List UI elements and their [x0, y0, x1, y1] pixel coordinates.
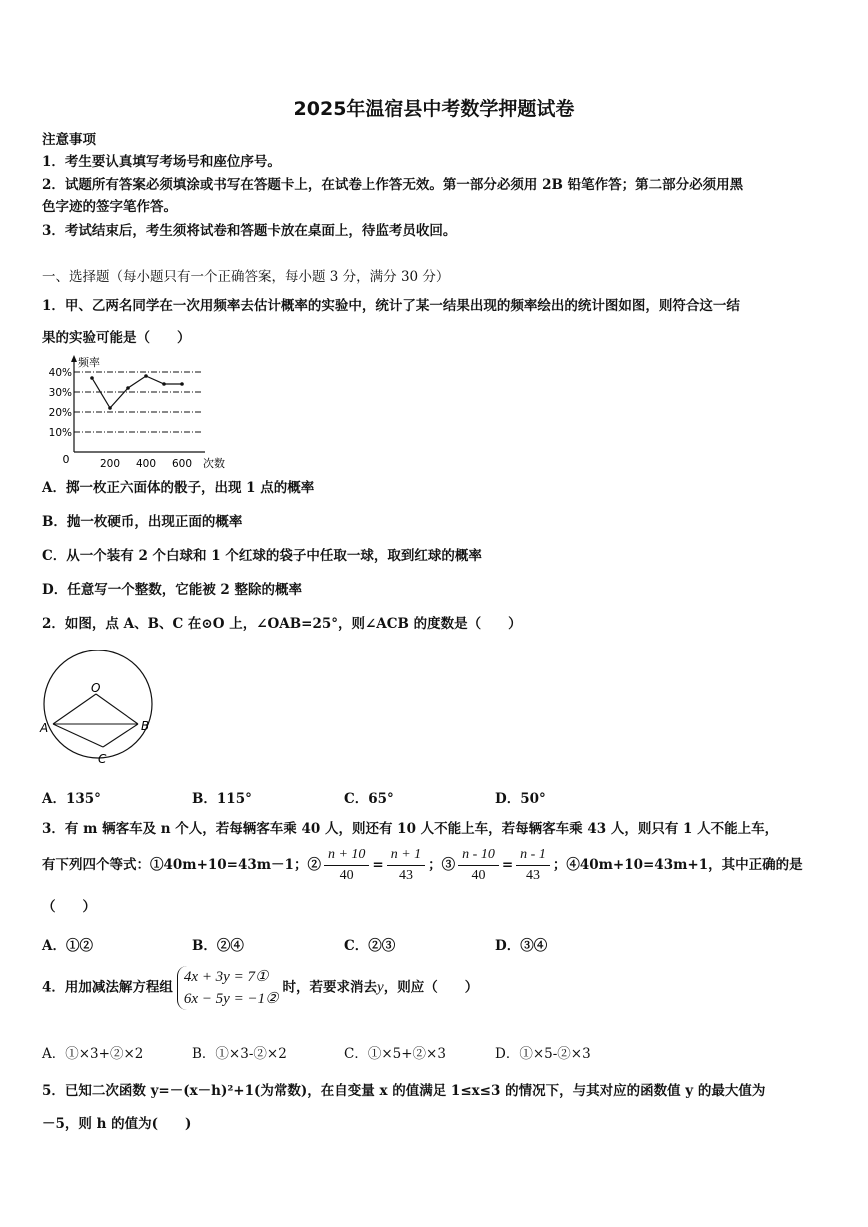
- q4-equation-system: 4x + 3y = 7① 6x − 5y = −1②: [177, 966, 279, 1010]
- notice-heading: 注意事项: [42, 132, 96, 148]
- q1-option-b: B．抛一枚硬币，出现正面的概率: [42, 514, 243, 530]
- notice-item-2: 2．试题所有答案必须填涂或书写在答题卡上，在试卷上作答无效。第一部分必须用 2B 铅笔作答；第二部分必须用黑: [42, 177, 744, 193]
- segment-ob: [96, 694, 138, 724]
- q1-stem-line2: 果的实验可能是（ ）: [42, 330, 191, 346]
- section-heading: 一、选择题（每小题只有一个正确答案，每小题 3 分，满分 30 分）: [42, 269, 450, 285]
- chart-xlabel: 次数: [203, 457, 225, 470]
- q3-option-d: D．③④: [495, 938, 548, 954]
- q3-option-a: A．①②: [42, 938, 93, 954]
- q1-stem-line1: 1．甲、乙两名同学在一次用频率去估计概率的实验中，统计了某一结果出现的频率绘出的统计图如图，则符合这一结: [42, 298, 740, 314]
- page-title: 2025年温宿县中考数学押题试卷: [293, 98, 575, 120]
- chart-point: [108, 406, 112, 410]
- chart-xtick-label: 400: [135, 458, 157, 470]
- notice-item-2-cont: 色字迹的签字笔作答。: [42, 199, 177, 215]
- chart-ytick-label: 40%: [48, 367, 72, 379]
- label-a: A: [40, 721, 49, 735]
- q4-stem: 4．用加减法解方程组 4x + 3y = 7① 6x − 5y = −1② 时，若要求消去y，则应（ ）: [42, 966, 478, 1010]
- q4-option-d: D．①×5-②×3: [495, 1046, 591, 1062]
- q3-option-b: B．②④: [192, 938, 244, 954]
- chart-ylabel: 频率: [78, 356, 100, 369]
- q5-stem-line1: 5．已知二次函数 y=－(x－h)²+1(为常数)，在自变量 x 的值满足 1≤x≤3 的情况下，与其对应的函数值 y 的最大值为: [42, 1083, 766, 1099]
- q4-prefix: 4．用加减法解方程组: [42, 979, 173, 996]
- q1-frequency-chart: [40, 352, 240, 474]
- chart-origin-label: 0: [62, 453, 70, 466]
- chart-x-ticks: [100, 458, 192, 470]
- chart-xtick-label: 200: [99, 458, 121, 470]
- chart-point: [144, 374, 148, 378]
- q2-option-c: C．65°: [344, 791, 394, 807]
- q1-option-c: C．从一个装有 2 个白球和 1 个红球的袋子中任取一球，取到红球的概率: [42, 548, 482, 564]
- q2-stem: 2．如图，点 A、B、C 在⊙O 上，∠OAB=25°，则∠ACB 的度数是（ ）: [42, 616, 522, 632]
- q4-option-c: C．①×5+②×3: [344, 1046, 446, 1062]
- chart-point: [162, 382, 166, 386]
- q3-stem-line1: 3．有 m 辆客车及 n 个人，若每辆客车乘 40 人，则还有 10 人不能上车，若每辆客车乘 43 人，则只有 1 人不能上车，: [42, 821, 779, 837]
- q4-option-b: B．①×3-②×2: [192, 1046, 287, 1062]
- chart-point: [90, 376, 94, 380]
- segment-bc: [103, 724, 138, 747]
- q4-suffix: 时，若要求消去: [282, 979, 378, 996]
- q1-option-a: A．掷一枚正六面体的骰子，出现 1 点的概率: [42, 480, 315, 496]
- q2-option-b: B．115°: [192, 791, 252, 807]
- q5-stem-line2: －5，则 h 的值为( ): [42, 1116, 192, 1132]
- chart-ytick-label: 20%: [48, 407, 72, 419]
- q2-circle-figure: [38, 650, 158, 768]
- label-b: B: [141, 719, 150, 733]
- q3-paren: （ ）: [42, 899, 96, 915]
- chart-xtick-label: 600: [171, 458, 193, 470]
- q3-fraction-3: $\frac{n - 10}{40}$: [458, 846, 499, 885]
- q3-equations: 有下列四个等式：①40m+10=43m－1；② $\frac{n + 10}{40}$ = $\frac{n + 1}{43}$ ；③ $\frac{n - 10}{40}$ = $\frac{n - 1}{43}$ ；④40m+10=43m+1，其中正确的是: [42, 847, 803, 883]
- q3-eq-prefix: 有下列四个等式：①40m+10=43m－1；②: [42, 857, 321, 873]
- q3-option-c: C．②③: [344, 938, 396, 954]
- segment-oa: [53, 694, 96, 724]
- q4-option-a: A．①×3+②×2: [42, 1046, 144, 1062]
- chart-point: [126, 386, 130, 390]
- q3-fraction-4: $\frac{n - 1}{43}$: [516, 846, 550, 885]
- chart-point: [180, 382, 184, 386]
- label-o: O: [91, 681, 101, 695]
- chart-y-arrow: [71, 355, 77, 362]
- circle-o: [44, 650, 152, 758]
- label-c: C: [98, 752, 107, 766]
- q3-eq-suffix: ；④40m+10=43m+1，其中正确的是: [552, 857, 803, 873]
- chart-ytick-label: 10%: [48, 427, 72, 439]
- notice-item-3: 3．考试结束后，考生须将试卷和答题卡放在桌面上，待监考员收回。: [42, 223, 457, 239]
- q1-option-d: D．任意写一个整数，它能被 2 整除的概率: [42, 582, 302, 598]
- notice-item-1: 1．考生要认真填写考场号和座位序号。: [42, 154, 281, 170]
- q3-fraction-1: $\frac{n + 10}{40}$: [324, 846, 369, 885]
- chart-y-ticks: [49, 367, 72, 439]
- q2-option-a: A．135°: [42, 791, 101, 807]
- q2-option-d: D．50°: [495, 791, 546, 807]
- chart-ytick-label: 30%: [48, 387, 72, 399]
- q3-fraction-2: $\frac{n + 1}{43}$: [387, 846, 425, 885]
